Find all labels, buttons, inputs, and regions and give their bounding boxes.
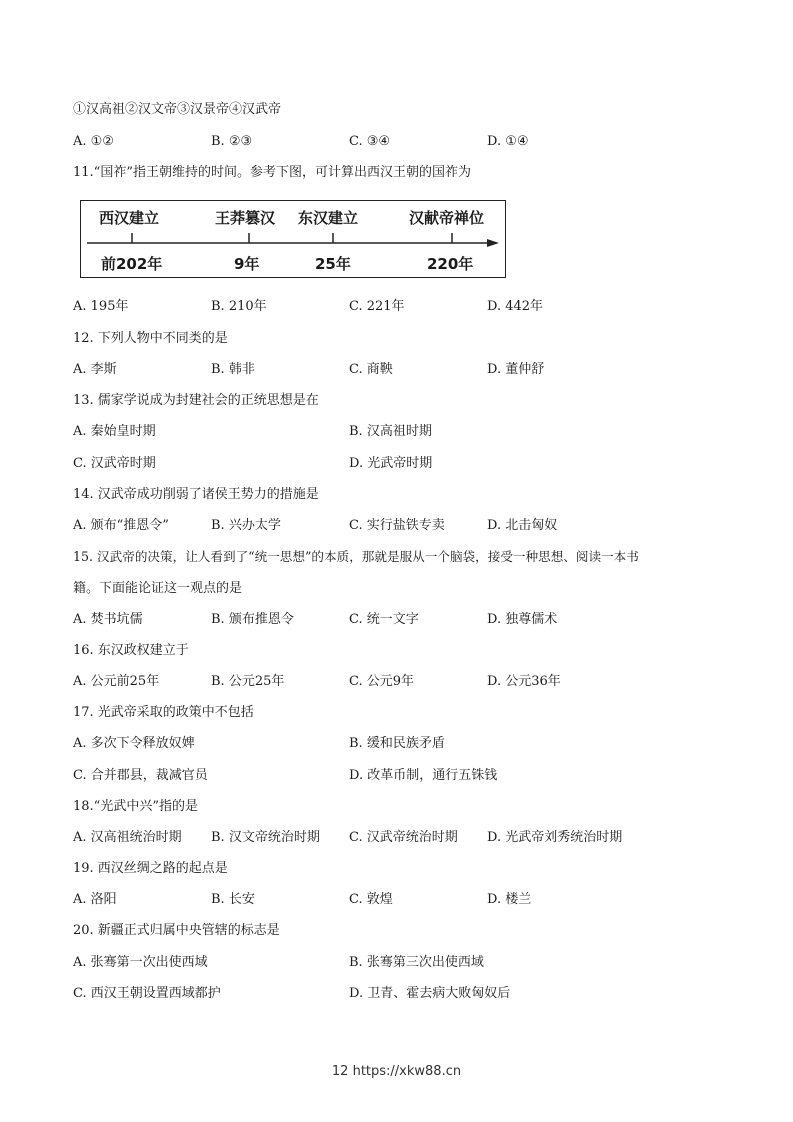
q13-stem: 13. 儒家学说成为封建社会的正统思想是在 — [73, 393, 319, 408]
q20-stem: 20. 新疆正式归属中央管辖的标志是 — [73, 923, 280, 938]
q10-option-d: D. ①④ — [487, 134, 529, 149]
q18-stem: 18.“光武中兴”指的是 — [73, 799, 198, 814]
q12-option-c: C. 商鞅 — [349, 362, 393, 377]
timeline-event-3: 东汉建立 — [298, 209, 359, 227]
q11-option-d: D. 442年 — [487, 299, 544, 314]
q11-stem: 11.“国祚”指王朝维持的时间。参考下图，可计算出西汉王朝的国祚为 — [73, 165, 471, 180]
q10-option-c: C. ③④ — [349, 134, 391, 149]
q10-stem: ①汉高祖②汉文帝③汉景帝④汉武帝 — [73, 102, 282, 117]
q10-option-a: A. ①② — [73, 134, 114, 149]
q14-option-b: B. 兴办太学 — [211, 518, 281, 533]
q14-option-c: C. 实行盐铁专卖 — [349, 518, 445, 533]
q11-option-c: C. 221年 — [349, 299, 405, 314]
q12-option-a: A. 李斯 — [73, 362, 117, 377]
q15-stem-line1: 15. 汉武帝的决策，让人看到了“统一思想”的本质，那就是服从一个脑袋，接受一种思想、阅读一本书 — [73, 549, 639, 564]
q18-option-d: D. 光武帝刘秀统治时期 — [487, 830, 623, 845]
q15-option-b: B. 颁布推恩令 — [211, 612, 294, 627]
q19-stem: 19. 西汉丝绸之路的起点是 — [73, 861, 228, 876]
q17-option-b: B. 缓和民族矛盾 — [349, 736, 445, 751]
q17-option-a: A. 多次下令释放奴婢 — [73, 736, 195, 751]
timeline-year-2: 9年 — [234, 255, 260, 273]
timeline-event-4: 汉献帝禅位 — [409, 209, 485, 227]
q19-option-b: B. 长安 — [211, 892, 255, 907]
q17-stem: 17. 光武帝采取的政策中不包括 — [73, 705, 254, 720]
q18-option-b: B. 汉文帝统治时期 — [211, 830, 320, 845]
q16-option-d: D. 公元36年 — [487, 674, 561, 689]
q17-option-c: C. 合并郡县，裁减官员 — [73, 768, 208, 783]
q20-option-b: B. 张骞第三次出使西域 — [349, 955, 484, 970]
page-footer: 12 https://xkw88.cn — [331, 1064, 462, 1079]
q19-option-c: C. 敦煌 — [349, 892, 393, 907]
q16-stem: 16. 东汉政权建立于 — [73, 643, 189, 658]
timeline-year-4: 220年 — [427, 255, 474, 273]
q11-timeline-figure — [80, 200, 506, 278]
q14-option-d: D. 北击匈奴 — [487, 518, 558, 533]
q19-option-a: A. 洛阳 — [73, 892, 117, 907]
q15-option-c: C. 统一文字 — [349, 612, 419, 627]
q15-option-d: D. 独尊儒术 — [487, 612, 558, 627]
q11-option-a: A. 195年 — [73, 299, 129, 314]
q20-option-c: C. 西汉王朝设置西域都护 — [73, 986, 221, 1001]
q13-option-d: D. 光武帝时期 — [349, 456, 433, 471]
q17-option-d: D. 改革币制，通行五铢钱 — [349, 768, 498, 783]
q16-option-b: B. 公元25年 — [211, 674, 285, 689]
timeline-year-3: 25年 — [315, 255, 351, 273]
q19-option-d: D. 楼兰 — [487, 892, 532, 907]
timeline-event-1: 西汉建立 — [99, 209, 160, 227]
q11-option-b: B. 210年 — [211, 299, 267, 314]
q12-option-d: D. 董仲舒 — [487, 362, 545, 377]
q13-option-a: A. 秦始皇时期 — [73, 424, 156, 439]
q15-option-a: A. 焚书坑儒 — [73, 612, 143, 627]
q18-option-a: A. 汉高祖统治时期 — [73, 830, 182, 845]
q18-option-c: C. 汉武帝统治时期 — [349, 830, 458, 845]
timeline-year-1: 前202年 — [101, 255, 163, 273]
timeline-event-2: 王莽篡汉 — [215, 209, 276, 227]
q10-option-b: B. ②③ — [211, 134, 253, 149]
q13-option-b: B. 汉高祖时期 — [349, 424, 432, 439]
q20-option-d: D. 卫青、霍去病大败匈奴后 — [349, 986, 511, 1001]
q12-option-b: B. 韩非 — [211, 362, 255, 377]
q16-option-c: C. 公元9年 — [349, 674, 415, 689]
q12-stem: 12. 下列人物中不同类的是 — [73, 331, 228, 346]
q20-option-a: A. 张骞第一次出使西域 — [73, 955, 208, 970]
q13-option-c: C. 汉武帝时期 — [73, 456, 156, 471]
q15-stem-line2: 籍。下面能论证这一观点的是 — [73, 581, 243, 596]
timeline-arrowhead — [487, 239, 499, 247]
q14-stem: 14. 汉武帝成功削弱了诸侯王势力的措施是 — [73, 487, 319, 502]
q14-option-a: A. 颁布“推恩令” — [73, 518, 169, 533]
q16-option-a: A. 公元前25年 — [73, 674, 160, 689]
